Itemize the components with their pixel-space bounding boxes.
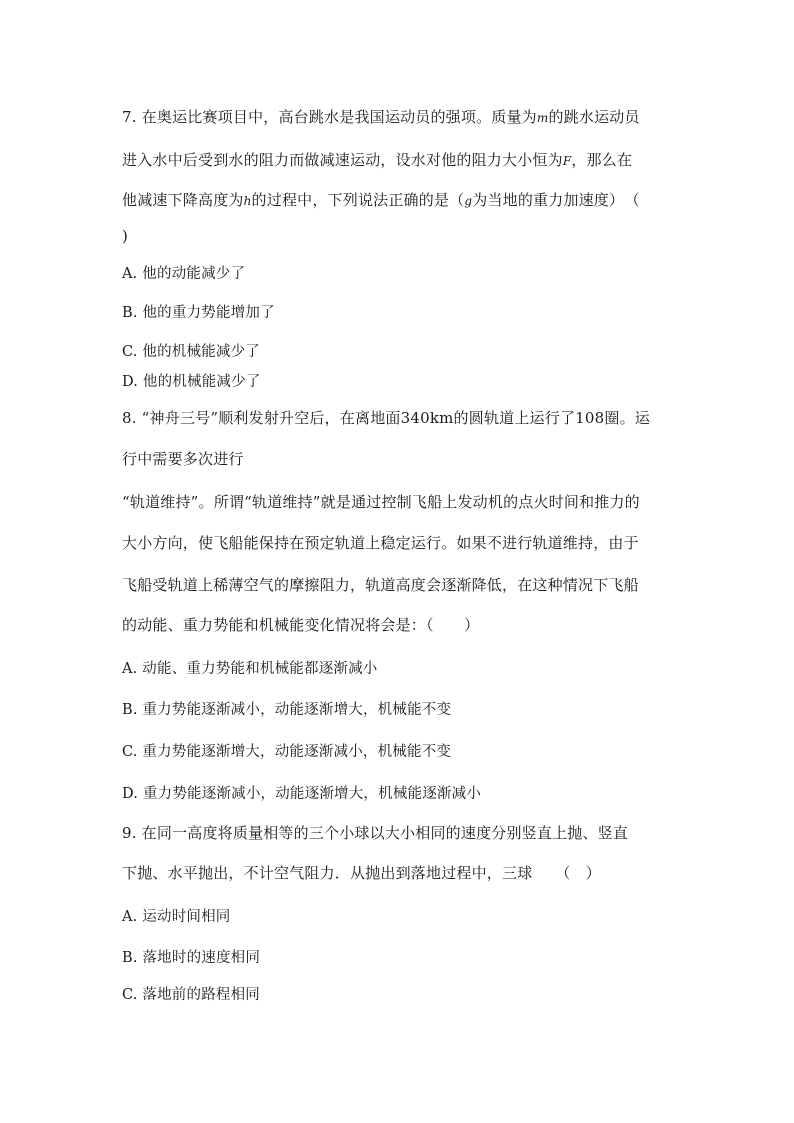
q8-line-1: 8. “神舟三号”顺利发射升空后，在离地面340km的圆轨道上运行了108圈。运 (122, 409, 650, 427)
q7-var-g: g (464, 194, 473, 208)
q7-var-m: m (536, 111, 549, 125)
q8-option-b: B. 重力势能逐渐减小，动能逐渐增大，机械能不变 (122, 702, 452, 718)
q7-line-2 (122, 151, 632, 170)
q7-line-1-text-b: 的跳水运动员 (548, 108, 640, 126)
q7-line-3-text-a: 他减速下降高度为 (122, 191, 244, 209)
q7-line-2-text-a: 进入水中后受到水的阻力而做减速运动，设水对他的阻力大小恒为 (122, 151, 563, 169)
q8-line-4: 大小方向，使飞船能保持在预定轨道上稳定运行。如果不进行轨道维持，由于 (122, 534, 639, 552)
q9-line-1: 9. 在同一高度将质量相等的三个小球以大小相同的速度分别竖直上抛、竖直 (122, 824, 629, 842)
q7-option-a: A. 他的动能减少了 (122, 266, 246, 282)
q8-line-6: 的动能、重力势能和机械能变化情况将会是：（ ） (122, 616, 480, 634)
q9-option-c: C. 落地前的路程相同 (122, 987, 260, 1003)
q7-option-d: D. 他的机械能减少了 (122, 374, 261, 390)
q7-line-3-text-b: 的过程中，下列说法正确的是（ (251, 191, 465, 209)
q8-option-c: C. 重力势能逐渐增大，动能逐渐减小，机械能不变 (122, 744, 452, 760)
q9-option-b: B. 落地时的速度相同 (122, 950, 261, 966)
q7-line-3-text-c: 为当地的重力加速度） （ (472, 191, 640, 209)
q8-line-3: “轨道维持”。所谓“轨道维持”就是通过控制飞船上发动机的点火时间和推力的 (122, 493, 640, 511)
q7-var-h: h (243, 194, 252, 208)
q7-line-2-text-b: ，那么在 (571, 151, 633, 169)
q7-line-1-text-a: 7. 在奥运比赛项目中，高台跳水是我国运动员的强项。质量为 (122, 108, 537, 126)
q7-option-b: B. 他的重力势能增加了 (122, 305, 275, 321)
q9-line-2: 下抛、水平抛出，不计空气阻力．从抛出到落地过程中，三球 （ ） (122, 864, 601, 882)
q7-line-1 (122, 108, 640, 127)
q9-option-a: A. 运动时间相同 (122, 909, 231, 925)
q8-line-5: 飞船受轨道上稀薄空气的摩擦阻力，轨道高度会逐渐降低，在这种情况下飞船 (122, 576, 639, 594)
q8-option-a: A. 动能、重力势能和机械能都逐渐减小 (122, 661, 378, 677)
q7-line-4: ) (122, 227, 129, 245)
q7-line-3 (122, 191, 640, 210)
q7-option-c: C. 他的机械能减少了 (122, 344, 260, 360)
q8-option-d: D. 重力势能逐渐减小，动能逐渐增大，机械能逐渐减小 (122, 786, 482, 802)
q8-line-2: 行中需要多次进行 (122, 450, 244, 468)
q7-var-F: F (562, 154, 572, 168)
